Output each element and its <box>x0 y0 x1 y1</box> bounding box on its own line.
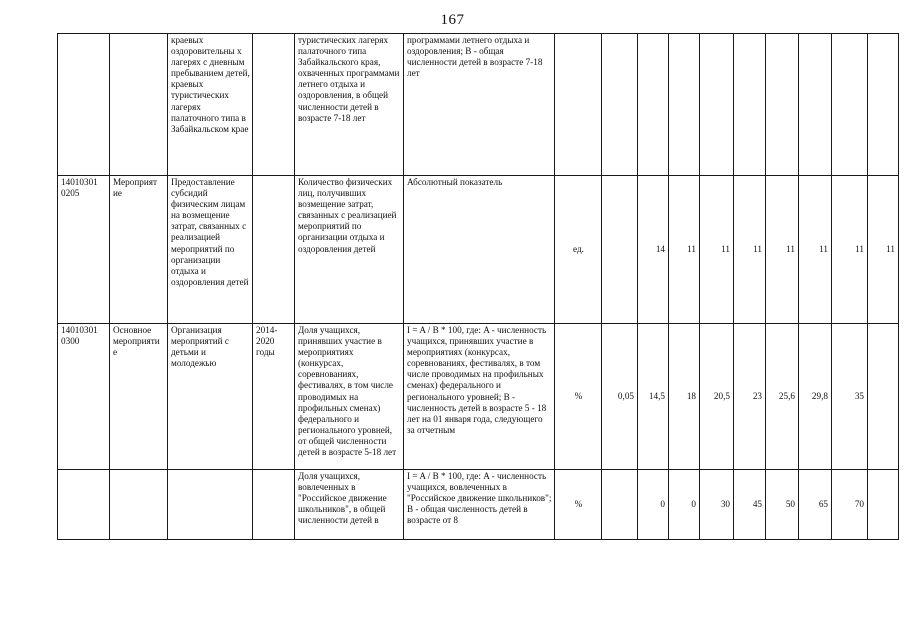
cell-value <box>868 34 899 176</box>
cell-value <box>734 34 766 176</box>
table-row <box>58 470 899 540</box>
cell-value: 18 <box>669 324 700 470</box>
cell-value <box>868 324 899 470</box>
cell-value: 0 <box>669 470 700 540</box>
cell-years <box>253 470 295 540</box>
cell-value: 11 <box>669 176 700 324</box>
cell-value <box>638 34 669 176</box>
cell-value: 20,5 <box>700 324 734 470</box>
cell-unit: % <box>555 470 602 540</box>
cell-value <box>766 34 799 176</box>
cell-value: 0,05 <box>602 324 638 470</box>
cell-value: 35 <box>832 324 868 470</box>
cell-indicator: Доля учащихся, вовлеченных в "Российское движение школьников", в общей численности детей в <box>295 470 404 540</box>
cell-value: 14,5 <box>638 324 669 470</box>
cell-value: 11 <box>799 176 832 324</box>
cell-value: 50 <box>766 470 799 540</box>
cell-value: 14 <box>638 176 669 324</box>
cell-years <box>253 176 295 324</box>
table-row <box>58 324 899 470</box>
cell-value: 65 <box>799 470 832 540</box>
cell-type: Основное мероприяти е <box>110 324 168 470</box>
cell-value <box>799 34 832 176</box>
cell-value: 30 <box>700 470 734 540</box>
cell-years: 2014-2020 годы <box>253 324 295 470</box>
cell-method: программами летнего отдыха и оздоровления; B - общая численности детей в возрасте 7-18 лет <box>404 34 555 176</box>
cell-value: 11 <box>700 176 734 324</box>
cell-indicator: Количество физических лиц, получивших возмещение затрат, связанных с реализацией мероприятий по организации отдыха и оздоровления детей <box>295 176 404 324</box>
cell-code <box>58 34 110 176</box>
cell-code <box>58 470 110 540</box>
cell-value: 11 <box>766 176 799 324</box>
cell-years <box>253 34 295 176</box>
cell-value: 45 <box>734 470 766 540</box>
cell-name: Организация мероприятий с детьми и молодежью <box>168 324 253 470</box>
cell-value: 29,8 <box>799 324 832 470</box>
cell-method: I = A / B * 100, где: A - численность учащихся, принявших участие в мероприятиях (конкурсах, соревнованиях, фестивалях, в том числе проводимых на профильных сменах) федерального и регионального уровней; B - численность детей в возрасте 5 - 18 лет на 01 января года, следующего за отчетным <box>404 324 555 470</box>
page-number: 167 <box>440 12 465 28</box>
cell-value: 11 <box>734 176 766 324</box>
cell-value: 11 <box>832 176 868 324</box>
cell-method: Абсолютный показатель <box>404 176 555 324</box>
cell-value <box>700 34 734 176</box>
cell-value <box>868 470 899 540</box>
cell-value: 23 <box>734 324 766 470</box>
cell-unit: % <box>555 324 602 470</box>
cell-value <box>669 34 700 176</box>
cell-type: Мероприят ие <box>110 176 168 324</box>
cell-code: 14010301 0300 <box>58 324 110 470</box>
cell-unit: ед. <box>555 176 602 324</box>
cell-method: I = A / B * 100, где: A - численность учащихся, вовлеченных в "Российское движение школьников"; B - общая численность детей в возрасте от 8 <box>404 470 555 540</box>
cell-type <box>110 34 168 176</box>
cell-value: 25,6 <box>766 324 799 470</box>
table-row <box>58 34 899 176</box>
program-indicators-table <box>57 33 899 540</box>
cell-indicator: Доля учащихся, принявших участие в мероприятиях (конкурсах, соревнованиях, фестивалях, в том числе проводимых на профильных сменах) федерального и регионального уровней, от общей численности детей в возрасте 5-18 лет <box>295 324 404 470</box>
cell-name: Предоставление субсидий физическим лицам на возмещение затрат, связанных с реализацией мероприятий по организации отдыха и оздоровления детей <box>168 176 253 324</box>
cell-name <box>168 470 253 540</box>
cell-value <box>602 34 638 176</box>
cell-value <box>602 176 638 324</box>
cell-unit <box>555 34 602 176</box>
cell-value: 11 <box>868 176 899 324</box>
cell-value <box>602 470 638 540</box>
cell-value: 0 <box>638 470 669 540</box>
cell-value: 70 <box>832 470 868 540</box>
cell-code: 14010301 0205 <box>58 176 110 324</box>
table-row <box>58 176 899 324</box>
cell-type <box>110 470 168 540</box>
cell-name: краевых оздоровительны х лагерях с дневным пребыванием детей, краевых туристических лагерях палаточного типа в Забайкальском крае <box>168 34 253 176</box>
cell-value <box>832 34 868 176</box>
cell-indicator: туристических лагерях палаточного типа Забайкальского края, охваченных программами летнего отдыха и оздоровления, в общей численности детей в возрасте 7-18 лет <box>295 34 404 176</box>
